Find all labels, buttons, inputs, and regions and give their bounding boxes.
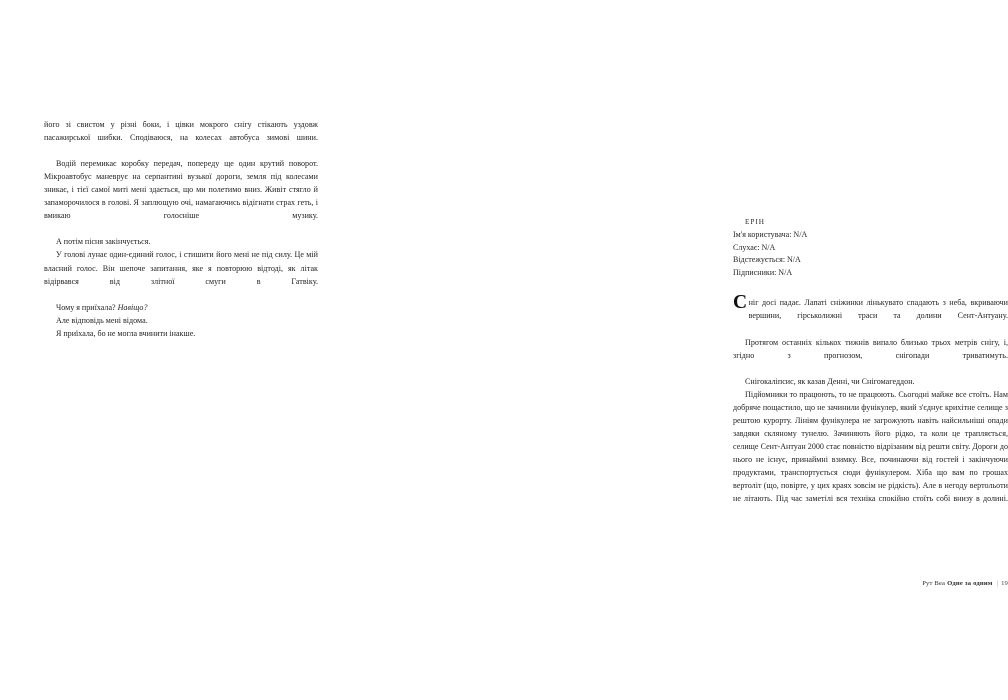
paragraph-continuation: його зі свистом у різні боки, і цівки мокрого снігу стікають уздовж пасажирської шибки. Сподіваюся, на колесах автобуса зимові шини. (44, 120, 318, 143)
paragraph-with-dropcap (733, 292, 1008, 335)
paragraph-question (44, 301, 318, 314)
question-italic: Навіщо? (117, 302, 148, 312)
footer-separator: | (996, 580, 999, 587)
right-page-textblock (733, 216, 1008, 518)
metadata-followers: Підписники: N/A (733, 267, 793, 277)
metadata-following: Відстежується: N/A (733, 255, 801, 265)
footer-book-title: Одне за одним (947, 580, 993, 587)
running-footer (733, 580, 1008, 587)
left-page (0, 0, 350, 700)
metadata-username: Ім'я користувача: N/A (733, 230, 808, 240)
metadata-listening: Слухає: N/A (733, 242, 776, 252)
left-page-textblock (44, 118, 318, 340)
paragraph: Протягом останніх кількох тижнів випало близько трьох метрів снігу, і, згідно з прогнозом, снігопади триватимуть. (733, 337, 1008, 360)
paragraph: Але відповідь мені відома. (56, 315, 148, 325)
paragraph: У голові лунає один-єдиний голос, і стишити його мені не під силу. Це мій власний голос. Він шепоче запитання, яке я повторюю відтоді, як літак відірвався від злітної смуги в Гатвіку. (44, 250, 318, 286)
profile-metadata-list (733, 229, 1008, 279)
paragraph: Снігокаліпсис, як казав Денні, чи Снігомагеддон. (745, 376, 915, 386)
footer-page-number: 19 (1001, 580, 1008, 587)
chapter-heading: ЕРІН (745, 218, 765, 226)
footer-author: Рут Веа (922, 580, 946, 587)
right-page (350, 0, 1008, 700)
paragraph: Водій перемикає коробку передач, попереду ще один крутий поворот. Мікроавтобус маневрує на серпантині вузької дороги, земля під колесами зникає, і тієї самої миті мені здається, що ми полетимо вниз. Живіт стягло й запаморочилося в голові. Я заплющую очі, намагаючись відігнати страх геть, і вмикаю голосніше музику. (44, 159, 318, 221)
paragraph: А потім пісня закінчується. (56, 237, 151, 247)
drop-cap-letter: С (733, 292, 748, 314)
dropcap-paragraph-text: ніг досі падає. Лапаті сніжинки лінькувато спадають з неба, вкриваючи вершини, гірськолижні траси та долини Сент-Антуану. (748, 298, 1008, 321)
paragraph: Я приїхала, бо не могла вчинити інакше. (56, 328, 196, 338)
question-plain: Чому я приїхала? (56, 302, 118, 312)
paragraph: Підйомники то працюють, то не працюють. Сьогодні майже все стоїть. Нам добряче пощастило, що не зачинили фунікулер, який з'єднує крихітне селище з рештою курорту. Лініям фунікулера не загрожують навіть найсильніші опади завдяки скляному тунелю. Зачиняють його рідко, та коли це трапляється, селище Сент-Антуан 2000 стає повністю відрізаним від решти світу. Дороги до нього не існує, принаймні взимку. Все, починаючи від гостей і закінчуючи продуктами, транспортується сюди фунікулером. Хіба що вам по грошах вертоліт (що, повірте, у цих краях зовсім не рідкість). Але в негоду вертольоти не літають. Під час заметілі вся техніка спокійно стоїть собі внизу в долині. (733, 389, 1008, 504)
